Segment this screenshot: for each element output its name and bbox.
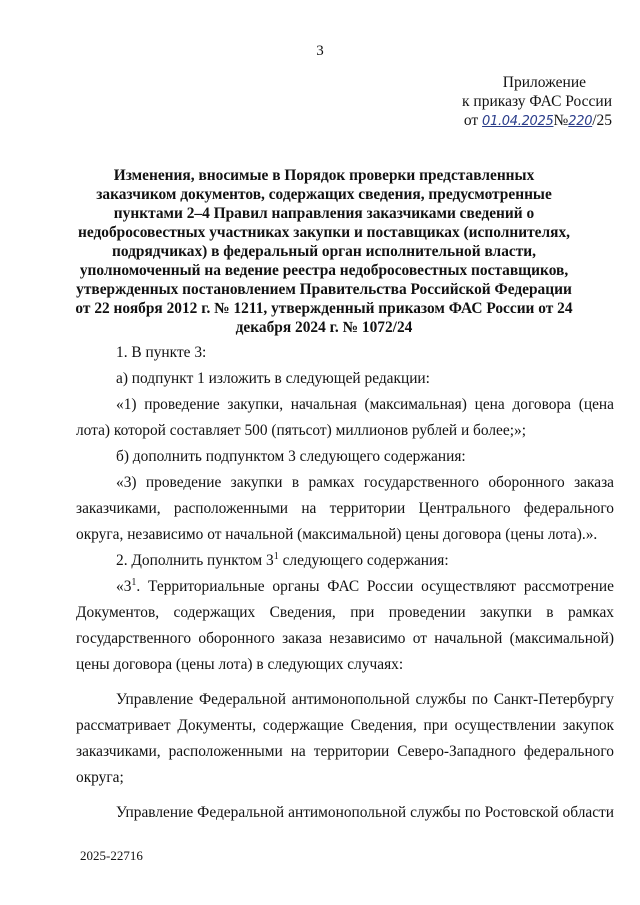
- item-2-text-b: следующего содержания:: [278, 552, 449, 569]
- item-2-superscript: 1: [273, 550, 279, 562]
- paragraph-subitem-b: б) дополнить подпунктом 3 следующего содержания:: [116, 448, 466, 465]
- paragraph-subitem-a: а) подпункт 1 изложить в следующей редакции:: [116, 370, 430, 387]
- number-suffix: /25: [592, 112, 612, 129]
- paragraph-item-2: [76, 548, 614, 574]
- paragraph-spb-office: Управление Федеральной антимонопольной службы по Санкт-Петербургу рассматривает Документы, содержащие Сведения, при осуществлении закупок заказчиками, расположенными на территории Северо-Западного федерального округа;: [76, 691, 614, 786]
- paragraph-rostov-office: Управление Федеральной антимонопольной службы по Ростовской области: [116, 804, 614, 821]
- paragraph-quote-3-1: [76, 574, 614, 678]
- page-number: 3: [316, 43, 324, 59]
- quote-3-1-text-a: «3: [116, 578, 132, 595]
- paragraph-quote-3: «3) проведение закупки в рамках государственного оборонного заказа заказчиками, расположенными на территории Центрального федерального округа, независимо от начальной (максимальной) цены договора (цены лота).».: [76, 474, 614, 543]
- number-sign: №: [553, 112, 569, 129]
- handwritten-number: 220: [568, 114, 593, 129]
- appendix-date-number: [432, 111, 612, 131]
- handwritten-date: 01.04.2025: [482, 114, 554, 129]
- appendix-title: Приложение: [502, 74, 586, 91]
- appendix-order-ref: к приказу ФАС России: [462, 93, 612, 110]
- quote-3-1-text-b: . Территориальные органы ФАС России осуществляют рассмотрение Документов, содержащих Сведения, при проведении закупки в рамках государственного оборонного заказа независимо от начальной (максимальной) цены договора (цены лота) в следующих случаях:: [76, 578, 614, 673]
- document-title: Изменения, вносимые в Порядок проверки представленных заказчиком документов, содержащих сведения, предусмотренные пунктами 2–4 Правил направления заказчиками сведений о недобросовестных участниках закупки и поставщиках (исполнителях, подрядчиках) в федеральный орган исполнительной власти, уполномоченный на ведение реестра недобросовестных поставщиков, утвержденных постановлением Правительства Российской Федерации от 22 ноября 2012 г. № 1211, утвержденный приказом ФАС России от 24 декабря 2024 г. № 1072/24: [75, 167, 573, 336]
- quote-3-1-superscript: 1: [131, 576, 137, 588]
- paragraph-quote-1: «1) проведение закупки, начальная (максимальная) цена договора (цена лота) которой составляет 500 (пятьсот) миллионов рублей и более;»;: [76, 396, 614, 439]
- document-body: [76, 340, 614, 826]
- document-registration-id: 2025-22716: [80, 848, 143, 863]
- appendix-block: [432, 73, 612, 131]
- date-prefix: от: [463, 112, 479, 129]
- item-2-text-a: 2. Дополнить пунктом 3: [116, 552, 274, 569]
- paragraph-item-1: 1. В пункте 3:: [116, 344, 207, 361]
